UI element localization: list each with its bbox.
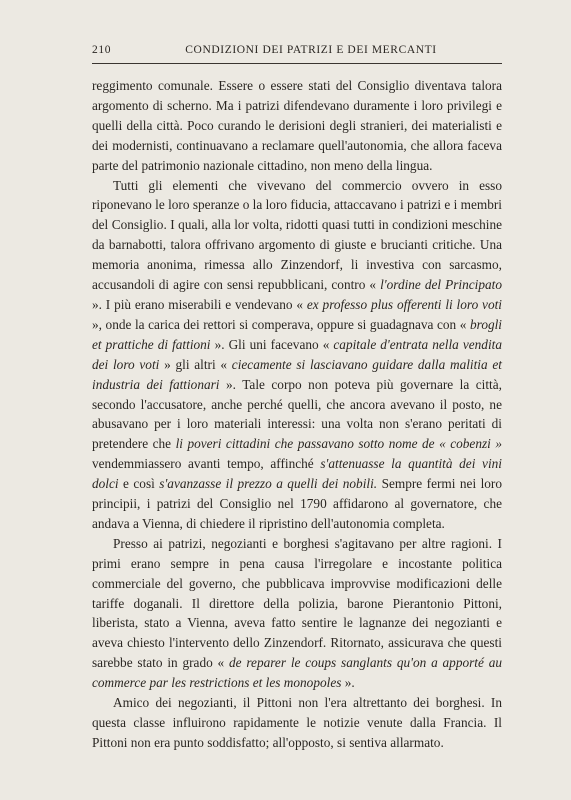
text-run: ».: [341, 675, 355, 691]
text-run: Amico dei negozianti, il Pittoni non l'era altrettanto dei borghesi. In questa classe influirono rapidamente le notizie venute dalla Francia. Il Pittoni non era punto soddisfatto; all'opposto, si sentiva allarmato.: [92, 695, 502, 750]
italic-quotation: capitale d'entrata nella vendita dei loro voti: [92, 336, 502, 372]
text-run: e così: [118, 476, 160, 492]
italic-quotation: ciecamente si lasciavano guidare dalla malitia et industria dei fattionari: [92, 356, 502, 392]
italic-quotation: s'avanzasse il prezzo a quelli dei nobili.: [159, 476, 378, 492]
italic-quotation: ex professo plus offerenti li loro voti: [306, 296, 502, 312]
text-run: reggimento comunale. Essere o essere stati del Consiglio diventava talora argomento di scherno. Ma i patrizi difendevano duramente i loro privilegi e quelli della città. Poco curando le derisioni degli stranieri, dei materialisti e dei modernisti, continuavano a reclamare quell'autonomia, che allora faceva parte del patrimonio nazionale cittadino, non meno della lingua.: [92, 78, 502, 173]
text-run: », onde la carica dei rettori si comperava, oppure si guadagnava con «: [92, 316, 470, 332]
paragraph-4: [92, 693, 502, 753]
text-run: ». I più erano miserabili e vendevano «: [92, 296, 307, 312]
italic-quotation: s'attenuasse la quantità dei vini dolci: [92, 456, 502, 492]
running-header: [92, 44, 500, 62]
italic-quotation: li poveri cittadini che passavano sotto nome de « cobenzi »: [175, 436, 502, 452]
paragraph-3: [92, 534, 502, 693]
text-run: vendemmiassero avanti tempo, affinché: [92, 456, 321, 472]
italic-quotation: l'ordine del Principato: [380, 277, 503, 293]
running-title: CONDIZIONI DEI PATRIZI E DEI MERCANTI: [185, 44, 437, 56]
header-rule: [92, 63, 502, 64]
italic-quotation: de reparer le coups sanglants qu'on a apporté au commerce par les restrictions et les monopoles: [92, 655, 502, 691]
page-number: 210: [92, 44, 112, 56]
text-run: Presso ai patrizi, negozianti e borghesi s'agitavano per altre ragioni. I primi erano sempre in pena causa l'irregolare e incostante politica commerciale del governo, che pubblicava improvvise modificazioni delle tariffe doganali. Il direttore della polizia, barone Pierantonio Pittoni, liberista, stato a Vienna, aveva fatto sentire le lagnanze dei negozianti e aveva chiesto l'intervento dello Zinzendorf. Ritornato, assicurava che questi sarebbe stato in grado «: [92, 535, 502, 671]
text-run: Sempre fermi nei loro principii, i patrizi del Consiglio nel 1790 affidarono al governatore, che andava a Vienna, di chiedere il ripristino dell'autonomia completa.: [92, 476, 503, 531]
paragraph-2: [92, 176, 502, 534]
body-text: [92, 76, 502, 753]
paragraph-1: [92, 76, 502, 176]
text-run: ». Tale corpo non poteva più governare la città, secondo l'accusatore, anche perché quelli, che ancora avevano il posto, ne abusavano per i loro materiali interessi: una volta non s'erano peritati di pretendere che: [92, 376, 502, 452]
text-run: ». Gli uni facevano «: [210, 336, 334, 352]
italic-quotation: brogli et prattiche di fattioni: [92, 316, 502, 352]
text-run: » gli altri «: [159, 356, 232, 372]
text-run: Tutti gli elementi che vivevano del commercio ovvero in esso riponevano le loro speranze o la loro fiducia, attaccavano i patrizi e i membri del Consiglio. I quali, alla lor volta, ridotti quasi tutti in condizioni meschine da barnabotti, talora offrivano argomento di giuste e brucianti critiche. Una memoria anonima, rimessa allo Zinzendorf, li investiva con sarcasmo, accusandoli di agire con sensi repubblicani, contro «: [92, 177, 502, 293]
